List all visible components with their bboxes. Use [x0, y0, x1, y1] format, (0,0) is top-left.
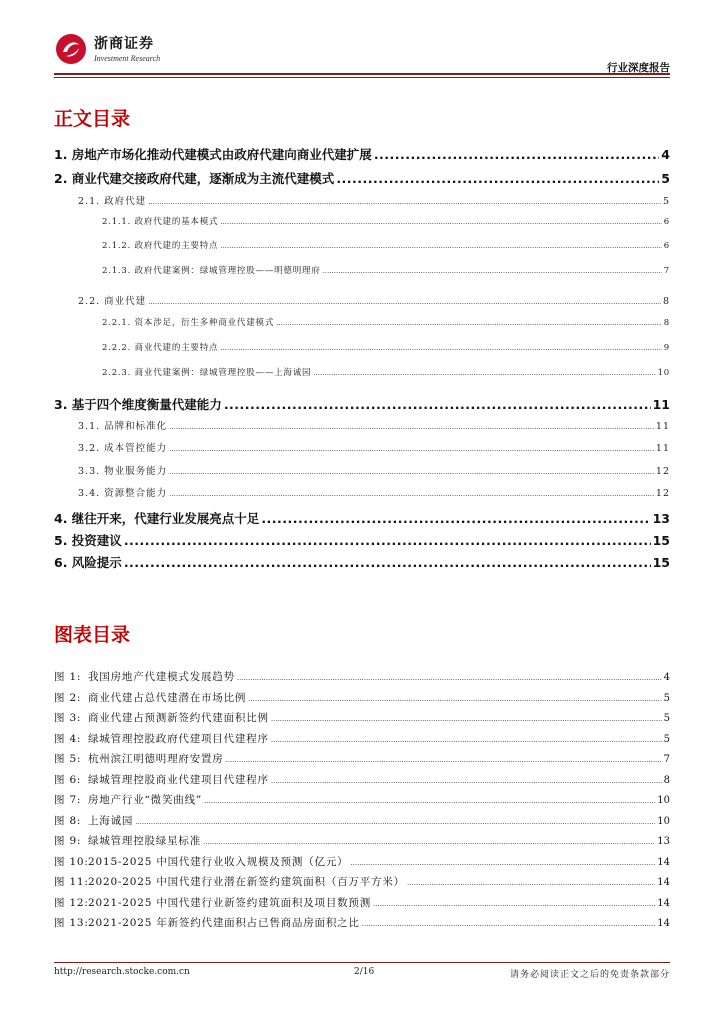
toc-entry-page: 5: [661, 171, 670, 186]
figure-number: 图 3:: [54, 712, 82, 724]
toc-entry-label: 3.1. 品牌和标准化: [78, 421, 168, 432]
figure-entry[interactable]: [54, 792, 670, 807]
figure-label: 2021-2025 年新签约代建面积占已售商品房面积之比: [88, 917, 360, 929]
dot-leader: [220, 344, 661, 352]
toc-entry-label: 3.3. 物业服务能力: [78, 466, 168, 477]
dot-leader: [336, 171, 659, 186]
dot-leader: [224, 397, 651, 412]
toc-entry-label: 2.1.1. 政府代建的基本模式: [102, 217, 219, 227]
toc-entry-label: 2.2.1. 资本涉足，衍生多种商业代建模式: [102, 318, 275, 328]
figure-page: 14: [657, 856, 670, 868]
report-type: 行业深度报告: [607, 62, 670, 74]
dot-leader: [362, 920, 656, 928]
figure-number: 图 6:: [54, 773, 82, 786]
company-name-en: Investment Research: [94, 54, 161, 63]
toc-entry[interactable]: [54, 418, 670, 432]
figure-label: 2015-2025 中国代建行业收入规模及预测（亿元）: [88, 855, 349, 868]
toc-entry-label: 3.2. 成本管控能力: [78, 443, 168, 454]
dot-leader: [203, 838, 655, 846]
toc-entry[interactable]: [54, 193, 670, 207]
toc-entry-label: 2.2.2. 商业代建的主要特点: [102, 343, 219, 353]
toc-entry-label: 2.2. 商业代建: [78, 296, 147, 307]
figure-page: 10: [657, 795, 670, 806]
dot-leader: [169, 445, 654, 453]
figure-number: 图 7:: [54, 794, 82, 806]
figure-page: 14: [657, 897, 670, 909]
dot-leader: [169, 490, 654, 498]
figure-number: 图 5:: [54, 753, 82, 765]
figure-label: 杭州滨江明德明理府安置房: [88, 753, 224, 765]
toc-entry[interactable]: [54, 239, 670, 251]
dot-leader: [220, 218, 661, 226]
footer-disclaimer: 请务必阅读正文之后的免责条款部分: [509, 970, 670, 980]
figure-label: 房地产行业“微笑曲线”: [88, 794, 203, 806]
figure-number: 图 10:: [54, 855, 89, 868]
figure-label: 2020-2025 中国代建行业潜在新签约建筑面积（百万平方米）: [88, 876, 405, 888]
figure-label: 2021-2025 中国代建行业新签约建筑面积及项目数预测: [88, 896, 372, 909]
dot-leader: [237, 674, 662, 682]
figure-page: 5: [663, 713, 670, 724]
toc-entry-label: 3.4. 资源整合能力: [78, 488, 168, 499]
toc-entry[interactable]: [54, 553, 670, 571]
toc-entry-page: 12: [655, 466, 670, 477]
toc-entry[interactable]: [54, 169, 670, 187]
dot-leader: [350, 859, 655, 867]
toc-entry-page: 15: [652, 555, 670, 570]
figure-number: 图 11:: [54, 876, 89, 888]
toc-entry-label: 3. 基于四个维度衡量代建能力: [54, 397, 222, 412]
company-name-cn: 浙商证券: [94, 36, 154, 52]
toc-entry-page: 11: [652, 397, 670, 412]
figure-label: 绿城管理控股绿星标准: [88, 835, 201, 847]
toc-title: 正文目录: [54, 108, 131, 130]
footer-page-number: 2/16: [354, 967, 375, 977]
dot-leader: [261, 511, 650, 526]
figure-entry[interactable]: [54, 833, 670, 848]
footer-url[interactable]: http://research.stocke.com.cn: [54, 967, 190, 977]
figure-number: 图 12:: [54, 896, 89, 909]
figure-page: 10: [657, 815, 670, 827]
figure-entry[interactable]: [54, 710, 670, 725]
toc-entry-page: 9: [663, 343, 670, 353]
figure-label: 绿城管理控股商业代建项目代建程序: [88, 773, 269, 786]
toc-entry-page: 8: [662, 296, 670, 307]
toc-entry-page: 10: [657, 368, 670, 378]
toc-entry[interactable]: [54, 293, 670, 307]
toc-entry[interactable]: [54, 463, 670, 477]
header-divider: [54, 73, 670, 75]
dot-leader: [204, 797, 655, 805]
toc-entry-label: 2. 商业代建交接政府代建，逐渐成为主流代建模式: [54, 171, 335, 186]
footer-divider: [54, 962, 670, 963]
toc-entry-page: 12: [655, 488, 670, 499]
figure-page: 4: [663, 672, 670, 683]
figure-page: 5: [663, 692, 670, 704]
figure-entry[interactable]: [54, 854, 670, 869]
dot-leader: [124, 555, 651, 570]
dot-leader: [373, 900, 655, 908]
dot-leader: [169, 468, 654, 476]
dot-leader: [248, 695, 661, 703]
figure-number: 图 2:: [54, 691, 82, 704]
toc-entry[interactable]: [54, 366, 670, 378]
figure-page: 8: [663, 774, 670, 786]
figure-label: 商业代建占总代建潜在市场比例: [88, 691, 247, 704]
toc-entry[interactable]: [54, 531, 670, 549]
header-divider-thin: [54, 77, 670, 78]
toc-entry-page: 4: [661, 147, 670, 162]
figure-number: 图 8:: [54, 814, 82, 827]
toc-entry[interactable]: [54, 485, 670, 499]
toc-entry-page: 7: [663, 266, 670, 276]
toc-entry[interactable]: [54, 145, 670, 163]
figure-page: 5: [663, 733, 670, 745]
toc-entry-label: 6. 风险提示: [54, 555, 122, 570]
toc-entry-page: 11: [655, 421, 670, 432]
toc-entry-page: 6: [663, 217, 670, 227]
company-logo-icon: [54, 32, 88, 66]
dot-leader: [226, 756, 662, 764]
figure-label: 我国房地产代建模式发展趋势: [88, 671, 235, 683]
figure-number: 图 1:: [54, 671, 82, 683]
dot-leader: [407, 879, 655, 887]
figure-entry[interactable]: [54, 813, 670, 828]
dot-leader: [148, 198, 661, 206]
toc-entry[interactable]: [54, 316, 670, 328]
toc-entry[interactable]: [54, 215, 670, 227]
figure-entry[interactable]: [54, 669, 670, 684]
figure-entry[interactable]: [54, 690, 670, 705]
dot-leader: [271, 777, 662, 785]
toc-entry-page: 8: [663, 318, 670, 328]
dot-leader: [276, 319, 662, 327]
figure-entry[interactable]: [54, 895, 670, 910]
dot-leader: [313, 369, 655, 377]
toc-entry[interactable]: [54, 341, 670, 353]
toc-entry-label: 2.1. 政府代建: [78, 196, 147, 207]
toc-entry-label: 4. 继往开来，代建行业发展亮点十足: [54, 511, 260, 526]
toc-entry-label: 2.2.3. 商业代建案例：绿城管理控股——上海诚园: [102, 368, 312, 378]
figure-number: 图 9:: [54, 835, 82, 847]
figure-number: 图 4:: [54, 732, 82, 745]
figure-label: 商业代建占预测新签约代建面积比例: [88, 712, 269, 724]
dot-leader: [271, 736, 662, 744]
dot-leader: [220, 242, 661, 250]
figure-page: 14: [657, 918, 670, 929]
dot-leader: [135, 818, 655, 826]
toc-entry-label: 5. 投资建议: [54, 533, 122, 548]
toc-entry[interactable]: [54, 509, 670, 527]
toc-entry-page: 13: [652, 511, 670, 526]
dot-leader: [148, 298, 661, 306]
toc-entry-page: 11: [655, 443, 670, 454]
figure-label: 绿城管理控股政府代建项目代建程序: [88, 732, 269, 745]
dot-leader: [124, 533, 651, 548]
figures-title: 图表目录: [54, 624, 131, 646]
figure-page: 7: [663, 754, 670, 765]
toc-entry-page: 6: [663, 241, 670, 251]
page-header: [54, 30, 670, 74]
figure-entry[interactable]: [54, 731, 670, 746]
dot-leader: [323, 267, 662, 275]
toc-entry-page: 15: [652, 533, 670, 548]
toc-entry-page: 5: [662, 196, 670, 207]
figure-entry[interactable]: [54, 874, 670, 889]
figure-page: 13: [657, 836, 670, 847]
figure-number: 图 13:: [54, 917, 89, 929]
dot-leader: [169, 423, 654, 431]
dot-leader: [374, 147, 659, 162]
toc-entry-label: 2.1.2. 政府代建的主要特点: [102, 241, 219, 251]
figure-entry[interactable]: [54, 915, 670, 930]
toc-entry[interactable]: [54, 440, 670, 454]
dot-leader: [271, 715, 662, 723]
toc-entry[interactable]: [54, 264, 670, 276]
toc-entry-label: 2.1.3. 政府代建案例：绿城管理控股——明德明理府: [102, 266, 321, 276]
figure-entry[interactable]: [54, 751, 670, 766]
figure-entry[interactable]: [54, 772, 670, 787]
figure-label: 上海诚园: [88, 814, 134, 827]
toc-entry-label: 1. 房地产市场化推动代建模式由政府代建向商业代建扩展: [54, 147, 372, 162]
toc-entry[interactable]: [54, 395, 670, 413]
figure-page: 14: [657, 877, 670, 888]
